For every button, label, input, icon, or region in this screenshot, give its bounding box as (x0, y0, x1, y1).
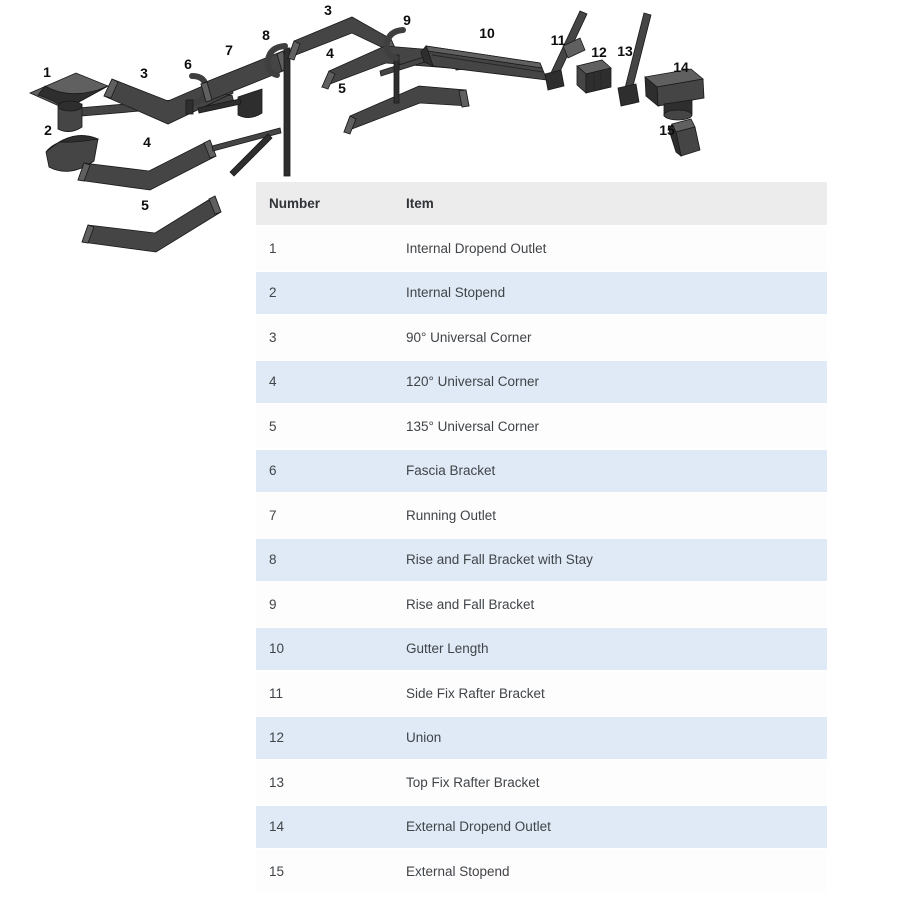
cell-item: Internal Stopend (393, 271, 827, 316)
table-row (256, 271, 827, 316)
cell-item: 120° Universal Corner (393, 360, 827, 405)
cell-item: Running Outlet (393, 493, 827, 538)
part-label-6: 6 (184, 56, 192, 72)
table-header-row (256, 182, 827, 226)
cell-number: 2 (256, 271, 393, 316)
part-label-1: 1 (43, 64, 51, 80)
table-row (256, 493, 827, 538)
col-header-number: Number (256, 182, 393, 226)
cell-number: 13 (256, 760, 393, 805)
cell-item: Side Fix Rafter Bracket (393, 671, 827, 716)
table-row (256, 582, 827, 627)
part-label-9: 9 (403, 12, 411, 28)
cell-item: Union (393, 716, 827, 761)
table-row (256, 760, 827, 805)
cell-item: 135° Universal Corner (393, 404, 827, 449)
part-label-2: 2 (44, 122, 52, 138)
cell-item: External Stopend (393, 849, 827, 894)
part-label-5: 5 (338, 80, 346, 96)
table-row (256, 716, 827, 761)
table-row (256, 449, 827, 494)
cell-number: 9 (256, 582, 393, 627)
parts-table-body (256, 226, 827, 894)
part-label-14: 14 (673, 59, 689, 75)
table-row (256, 805, 827, 850)
parts-table (256, 182, 827, 895)
part-label-4: 4 (326, 45, 334, 61)
table-row (256, 226, 827, 271)
cell-item: Internal Dropend Outlet (393, 226, 827, 271)
part-label-7: 7 (225, 42, 233, 58)
table-row (256, 360, 827, 405)
cell-number: 1 (256, 226, 393, 271)
cell-number: 12 (256, 716, 393, 761)
part-label-15: 15 (659, 122, 675, 138)
cell-number: 11 (256, 671, 393, 716)
part-label-8: 8 (262, 27, 270, 43)
table-row (256, 627, 827, 672)
cell-item: Top Fix Rafter Bracket (393, 760, 827, 805)
cell-item: Gutter Length (393, 627, 827, 672)
table-row (256, 315, 827, 360)
table-row (256, 538, 827, 583)
cell-number: 5 (256, 404, 393, 449)
part-label-12: 12 (591, 44, 607, 60)
part-label-5: 5 (141, 197, 149, 213)
cell-item: Fascia Bracket (393, 449, 827, 494)
cell-number: 4 (256, 360, 393, 405)
part-label-13: 13 (617, 43, 633, 59)
table-row (256, 849, 827, 894)
part-label-11: 11 (550, 32, 566, 48)
part-label-4: 4 (143, 134, 151, 150)
table-row (256, 671, 827, 716)
part-label-10: 10 (479, 25, 495, 41)
cell-number: 7 (256, 493, 393, 538)
cell-number: 3 (256, 315, 393, 360)
part-label-3: 3 (140, 65, 148, 81)
cell-number: 14 (256, 805, 393, 850)
parts-table-grid (256, 182, 827, 895)
cell-item: Rise and Fall Bracket with Stay (393, 538, 827, 583)
cell-number: 15 (256, 849, 393, 894)
cell-number: 6 (256, 449, 393, 494)
cell-item: Rise and Fall Bracket (393, 582, 827, 627)
cell-item: 90° Universal Corner (393, 315, 827, 360)
table-row (256, 404, 827, 449)
cell-number: 10 (256, 627, 393, 672)
col-header-item: Item (393, 182, 827, 226)
cell-item: External Dropend Outlet (393, 805, 827, 850)
cell-number: 8 (256, 538, 393, 583)
part-label-3: 3 (324, 2, 332, 18)
